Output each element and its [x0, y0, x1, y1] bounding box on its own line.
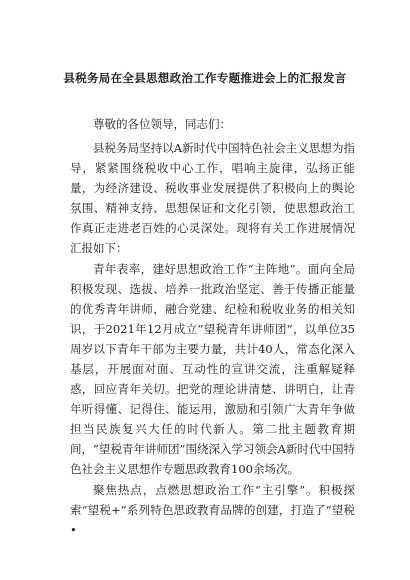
document-title: 县税务局在全县思想政治工作专题推进会上的汇报发言	[63, 71, 347, 85]
salutation: 尊敬的各位领导，同志们：	[93, 117, 231, 131]
paragraph-hot-topics: 聚焦热点，点燃思想政治工作“主引擎”。积极探索“望税+”系列特色思政教育品牌的创建，打造了“望税•	[70, 483, 355, 537]
document-body	[70, 113, 355, 540]
paragraph-youth-lecturers: 青年表率，建好思想政治工作“主阵地”。面向全局积极发现、选拔、培养一批政治坚定、善于传播正能量的优秀青年讲师，融合党建、纪检和税收业务的相关知识，于2021年12月成立“望税青年讲师团”，以单位35周岁以下青年干部为主要力量，共计40人，常态化深入基层，开展面对面、互动性的宣讲交流，注重解疑释惑，回应青年关切。把党的理论讲清楚、讲明白，让青年听得懂、记得住、能运用，激励和引领广大青年争做担当民族复兴大任的时代新人。第二批主题教育期间，“望税青年讲师团”围绕深入学习领会A新时代中国特色社会主义思想作专题思政教育100余场次。	[70, 262, 355, 476]
paragraph-intro: 县税务局坚持以A新时代中国特色社会主义思想为指导，紧紧围绕税收中心工作，唱响主旋律，弘扬正能量，为经济建设、税收事业发展提供了积极向上的舆论氛围、精神支持、思想保证和文化引领，使思想政治工作真正走进老百姓的心灵深处。现将有关工作进展情况汇报如下：	[70, 141, 355, 255]
